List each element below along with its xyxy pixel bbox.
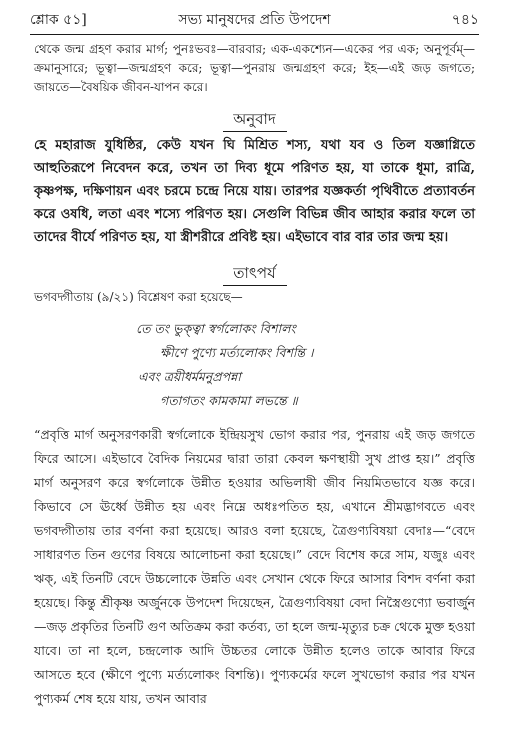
translation-heading-text: অনুবাদ [233,110,276,128]
purport-intro: ভগবদ্গীতায় (৯/২১) বিশ্লেষণ করা হয়েছে— [34,290,243,304]
translation-paragraph: হে মহারাজ যুধিষ্ঠির, কেউ যখন ঘি মিশ্রিত শস্য, যথা যব ও তিল যজ্ঞাগ্নিতে আহুতিরূপে নিবেদন করে, তখন তা দিব্য ধূমে পরিণত হয়, যা তাকে ধূমা, রাত্রি, কৃষ্ণপক্ষ, দক্ষিণায়ন এবং চরমে চন্দ্রে নিয়ে যায়। তারপর যজ্ঞকর্তা পৃথিবীতে প্রত্যাবর্তন করে ওষধি, লতা এবং শস্যে পরিণত হয়। সেগুলি বিভিন্ন জীব আহার করার ফলে তা তাদের বীর্যে পরিণত হয়, যা স্ত্রীশরীরে প্রবিষ্ট হয়। এইভাবে বার বার তার জন্ম হয়। [34,138,475,245]
running-head [30,8,479,32]
purport-heading-text: তাৎপর্য [233,264,276,282]
purport-heading [34,261,475,286]
heading-underline [223,131,287,132]
page-number: ৭৪১ [451,12,479,28]
purport-paragraph: “প্রবৃত্তি মার্গ অনুসরণকারী স্বর্গলোকে ইন্দ্রিয়সুখ ভোগ করার পর, পুনরায় এই জড় জগতে ফিরে আসে। এইভাবে বৈদিক নিয়মের দ্বারা তারা কেবল ক্ষণস্থায়ী সুখ প্রাপ্ত হয়।” প্রবৃত্তি মার্গ অনুসরণ করে স্বর্গলোকে উন্নীত হওয়ার অভিলাষী জীব নিয়মিতভাবে যজ্ঞ করে। কিভাবে সে ঊর্ধ্বে উন্নীত হয় এবং নিম্নে অধঃপতিত হয়, এখানে শ্রীমদ্ভাগবতে এবং ভগবদ্গীতায় তার বর্ণনা করা হয়েছে। আরও বলা হয়েছে, ত্রৈগুণ্যবিষয়া বেদাঃ—“বেদে সাধারণত তিন গুণের বিষয়ে আলোচনা করা হয়েছে।” বেদে বিশেষ করে সাম, যজুঃ এবং ঋক্, এই তিনটি বেদে উচ্চলোকে উন্নতি এবং সেখান থেকে ফিরে আসার বিশদ বর্ণনা করা হয়েছে। কিন্তু শ্রীকৃষ্ণ অর্জুনকে উপদেশ দিয়েছেন, ত্রৈগুণ্যবিষয়া বেদা নিস্ত্রৈগুণ্যো ভবার্জুন—জড় প্রকৃতির তিনটি গুণ অতিক্রম করা কর্তব্য, তা হলে জন্ম-মৃত্যুর চক্র থেকে মুক্ত হওয়া যাবে। তা না হলে, চন্দ্রলোক আদি উচ্চতর লোকে উন্নীত হলেও তাকে আবার ফিরে আসতে হবে (ক্ষীণে পুণ্যে মর্ত্যলোকং বিশন্তি)। পুণ্যকর্মের ফলে সুখভোগ করার পর যখন পুণ্যকর্ম শেষ হয়ে যায়, তখন আবার [34,427,475,706]
header-rule [30,34,479,35]
quoted-verse [34,317,475,413]
verse-line: তে তং ভুক্ত্বা স্বর্গলোকং বিশালং [136,321,296,336]
verse-line: গতাগতং কামকামা লভন্তে ॥ [160,393,298,408]
page-body [34,40,475,711]
heading-underline [223,285,287,286]
synonyms-paragraph: থেকে জন্ম গ্রহণ করার মার্গ; পুনঃভবঃ—বারবার; এক-একশ্যেন—একের পর এক; অনুপূর্বম্—ক্রমানুসারে; ভূত্বা—জন্মগ্রহণ করে; ভূত্বা—পুনরায় জন্মগ্রহণ করে; ইহ—এই জড় জগতে; জায়তে—বৈষয়িক জীবন-যাপন করে। [34,42,475,94]
verse-line: এবং ত্রয়ীধর্মমনুপ্রপন্না [138,369,241,384]
verse-line: ক্ষীণে পুণ্যে মর্ত্যলোকং বিশন্তি । [160,345,314,360]
translation-heading [34,107,475,132]
verse-reference: শ্লোক ৫১] [30,12,87,28]
chapter-title: সভ্য মানুষদের প্রতি উপদেশ [178,12,331,28]
